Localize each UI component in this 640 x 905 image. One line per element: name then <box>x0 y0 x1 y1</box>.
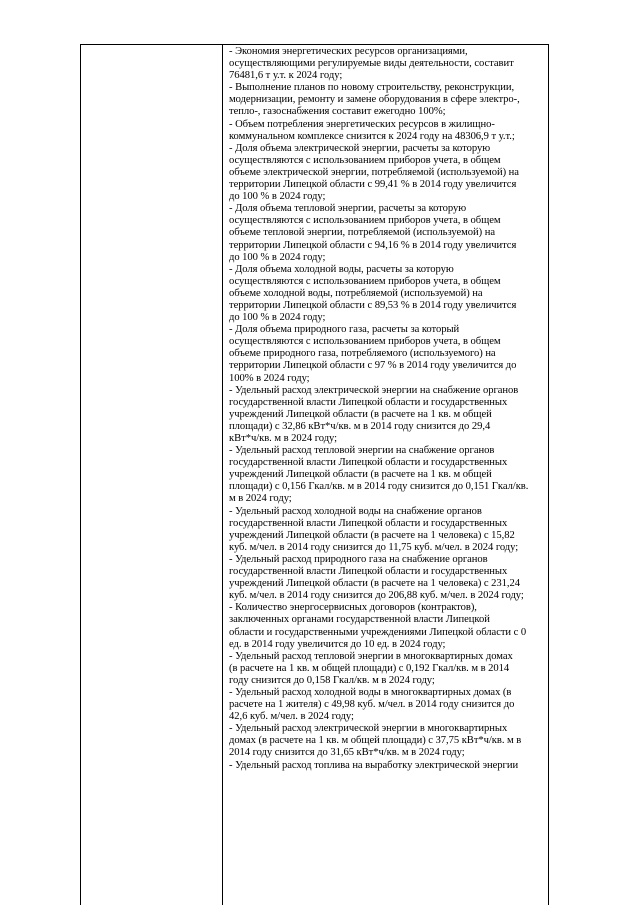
indicator-paragraph: - Доля объема природного газа, расчеты за который осуществляются с использованием приборов учета, в общем объеме природного газа, потребляемого (используемого) на территории Липецкой области с 97 % в 2014 году увеличится до 100% в 2024 году; <box>229 324 517 384</box>
indicator-paragraph: - Доля объема электрической энергии, расчеты за которую осуществляются с использованием приборов учета, в общем объеме электрической энергии, потребляемой (используемой) на территории Липецкой области с 99,41 % в 2014 году увеличится до 100 % в 2024 году; <box>229 142 519 203</box>
table-right-column <box>223 45 548 905</box>
indicator-paragraph: - Доля объема холодной воды, расчеты за которую осуществляются с использованием приборов учета, в общем объеме холодной воды, потребляемой (используемой) на территории Липецкой области с 89,53 % в 2014 году увеличится до 100 % в 2024 году; <box>229 263 517 324</box>
indicator-paragraph: - Удельный расход топлива на выработку электрической энергии <box>229 759 519 771</box>
indicator-paragraph: - Удельный расход тепловой энергии в многоквартирных домах (в расчете на 1 кв. м общей площади) с 0,192 Гкал/кв. м в 2014 году снизится до 0,158 Гкал/кв. м в 2024 году; <box>229 650 513 686</box>
indicator-paragraph: - Экономия энергетических ресурсов организациями, осуществляющими регулируемые виды деятельности, составит 76481,6 т у.т. к 2024 году; <box>229 46 514 82</box>
indicator-paragraph: - Удельный расход электрической энергии на снабжение органов государственной власти Липецкой области и государственных учреждений Липецкой области (в расчете на 1 кв. м общей площади) с 32,86 кВт*ч/кв. м в 2014 году снизится до 29,4 кВт*ч/кв. м в 2024 году; <box>229 384 519 444</box>
indicator-paragraph: - Количество энергосервисных договоров (контрактов), заключенных органами государственной власти Липецкой области и государственными учреждениями Липецкой области с 0 ед. в 2014 году увеличится до 10 ед. в 2024 году; <box>229 602 527 650</box>
indicator-paragraph: - Удельный расход электрической энергии в многоквартирных домах (в расчете на 1 кв. м общей площади) с 37,75 кВт*ч/кв. м в 2014 году снизится до 31,65 кВт*ч/кв. м в 2024 году; <box>229 723 522 759</box>
indicator-paragraph: - Объем потребления энергетических ресурсов в жилищно- коммунальном комплексе снизится к 2024 году на 48306,9 т у.т.; <box>229 118 515 142</box>
indicator-paragraph: - Удельный расход холодной воды в многоквартирных домах (в расчете на 1 жителя) с 49,98 куб. м/чел. в 2014 году снизится до 42,6 куб. м/чел. в 2024 году; <box>229 686 515 723</box>
indicator-paragraph: - Удельный расход холодной воды на снабжение органов государственной власти Липецкой области и государственных учреждений Липецкой области (в расчете на 1 человека) с 15,82 куб. м/чел. в 2014 году снизится до 11,75 куб. м/чел. в 2024 году; <box>229 505 519 553</box>
table-left-column <box>81 45 223 905</box>
indicator-paragraph: - Доля объема тепловой энергии, расчеты за которую осуществляются с использованием приборов учета, в общем объеме тепловой энергии, потребляемой (используемой) на территории Липецкой области с 94,16 % в 2014 году увеличится до 100 % в 2024 году; <box>229 203 517 263</box>
indicator-paragraph: - Удельный расход природного газа на снабжение органов государственной власти Липецкой области и государственных учреждений Липецкой области (в расчете на 1 человека) с 231,24 куб. м/чел. в 2014 году снизится до 206,88 куб. м/чел. в 2024 году; <box>229 553 524 602</box>
indicator-paragraph: - Удельный расход тепловой энергии на снабжение органов государственной власти Липецкой области и государственных учреждений Липецкой области (в расчете на 1 кв. м общей площади) с 0,156 Гкал/кв. м в 2014 году снизится до 0,151 Гкал/кв. м в 2024 году; <box>229 445 529 505</box>
indicator-paragraph: - Выполнение планов по новому строительству, реконструкции, модернизации, ремонту и замене оборудования в сфере электро-, тепло-, газоснабжения составит ежегодно 100%; <box>229 82 520 118</box>
indicators-table <box>80 44 549 905</box>
